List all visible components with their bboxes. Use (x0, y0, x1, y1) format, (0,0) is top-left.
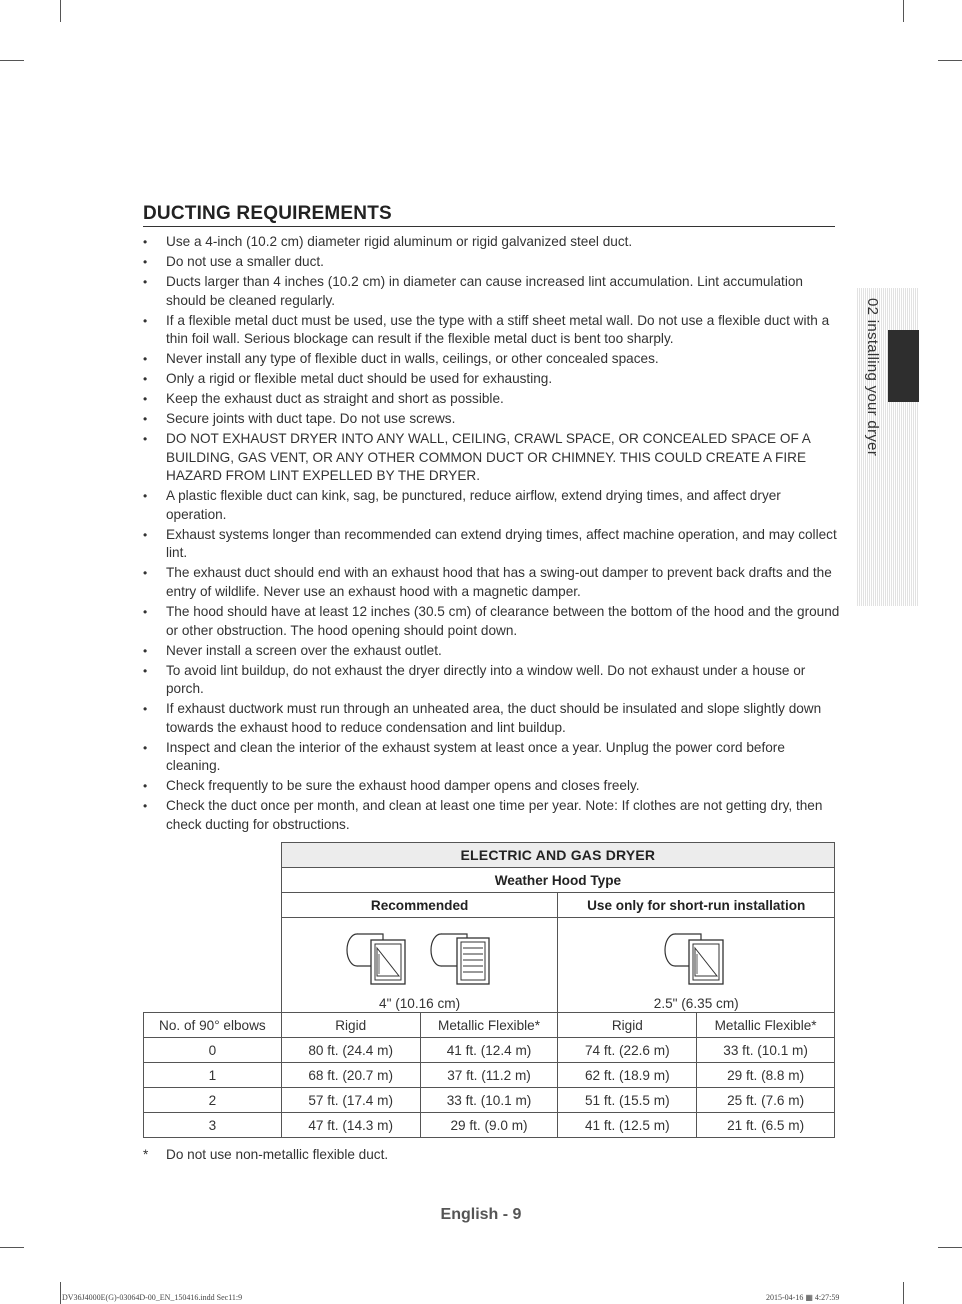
crop-mark (938, 60, 962, 61)
elbows-count: 0 (144, 1038, 282, 1063)
page-number: English - 9 (440, 1206, 522, 1223)
list-item: • Never install any type of flexible duct in walls, ceilings, or other concealed spaces. (143, 350, 843, 369)
list-item: • Inspect and clean the interior of the exhaust system at least once a year. Unplug the power cord before cleaning. (143, 739, 843, 776)
elbows-count: 1 (144, 1063, 282, 1088)
chapter-tab-marker (888, 330, 919, 402)
column-header-flexible: Metallic Flexible* (697, 1013, 835, 1038)
table-cell: 51 ft. (15.5 m) (558, 1088, 697, 1113)
hood-type-header: Weather Hood Type (281, 868, 834, 893)
table-cell: 21 ft. (6.5 m) (697, 1113, 835, 1138)
short-run-size: 2.5" (6.35 cm) (653, 996, 739, 1011)
list-item: • Exhaust systems longer than recommended can extend drying times, affect machine operation, and may collect lint. (143, 526, 843, 563)
footnote-marker: * (143, 1147, 149, 1162)
crop-mark (0, 60, 24, 61)
column-header-rigid: Rigid (281, 1013, 420, 1038)
table-cell: 57 ft. (17.4 m) (281, 1088, 420, 1113)
crop-mark (60, 0, 61, 22)
table-cell: 62 ft. (18.9 m) (558, 1063, 697, 1088)
elbows-count: 3 (144, 1113, 282, 1138)
title-divider (143, 226, 835, 227)
section-title: DUCTING REQUIREMENTS (143, 203, 392, 224)
list-item: • DO NOT EXHAUST DRYER INTO ANY WALL, CEILING, CRAWL SPACE, OR CONCEALED SPACE OF A BUILDING, GAS VENT, OR ANY OTHER COMMON DUCT OR CHIMNEY. THIS COULD CREATE A FIRE HAZARD FROM LINT EXPELLED BY THE DRYER. (143, 430, 843, 486)
table-cell: 68 ft. (20.7 m) (281, 1063, 420, 1088)
table-cell: 25 ft. (7.6 m) (697, 1088, 835, 1113)
list-item: • Secure joints with duct tape. Do not use screws. (143, 410, 843, 429)
table-row (144, 1038, 835, 1063)
elbows-count: 2 (144, 1088, 282, 1113)
table-row (144, 1113, 835, 1138)
duct-length-table (143, 842, 835, 1138)
list-item: • Keep the exhaust duct as straight and short as possible. (143, 390, 843, 409)
short-run-hood-icon (661, 928, 731, 992)
short-run-hood-cell (558, 918, 835, 1013)
short-run-header: Use only for short-run installation (558, 893, 835, 918)
table-cell: 47 ft. (14.3 m) (281, 1113, 420, 1138)
list-item: • If a flexible metal duct must be used, use the type with a stiff sheet metal wall. Do not use a flexible duct with a thin foil wall. Serious blockage can result if the flexible metal duct is bent too sharply. (143, 312, 843, 349)
crop-mark (60, 1282, 61, 1304)
crop-mark (903, 0, 904, 22)
requirements-list (143, 233, 843, 836)
list-item: • Only a rigid or flexible metal duct should be used for exhausting. (143, 370, 843, 389)
crop-mark (903, 1282, 904, 1304)
crop-mark (938, 1247, 962, 1248)
list-item: • Never install a screen over the exhaust outlet. (143, 642, 843, 661)
table-banner: ELECTRIC AND GAS DRYER (281, 843, 834, 868)
list-item: • If exhaust ductwork must run through an unheated area, the duct should be insulated and slope slightly down towards the exhaust hood to reduce condensation and lint buildup. (143, 700, 843, 737)
table-cell: 29 ft. (8.8 m) (697, 1063, 835, 1088)
column-header-flexible: Metallic Flexible* (420, 1013, 558, 1038)
list-item: • Use a 4-inch (10.2 cm) diameter rigid aluminum or rigid galvanized steel duct. (143, 233, 843, 252)
table-cell: 41 ft. (12.5 m) (558, 1113, 697, 1138)
louvered-hood-icon (343, 928, 413, 992)
table-cell: 33 ft. (10.1 m) (697, 1038, 835, 1063)
list-item: • The exhaust duct should end with an exhaust hood that has a swing-out damper to prevent back drafts and the entry of wildlife. Never use an exhaust hood with a magnetic damper. (143, 564, 843, 601)
recommended-hoods-cell (281, 918, 558, 1013)
crop-mark (0, 1247, 24, 1248)
list-item: • To avoid lint buildup, do not exhaust the dryer directly into a window well. Do not exhaust under a house or porch. (143, 662, 843, 699)
footnote (143, 1147, 388, 1162)
list-item: • Do not use a smaller duct. (143, 253, 843, 272)
print-file-info: DV36J4000E(G)-03064D-00_EN_150416.indd Sec11:9 (62, 1293, 243, 1302)
elbows-header: No. of 90° elbows (144, 1013, 282, 1038)
flap-hood-icon (427, 928, 497, 992)
chapter-tab-label: 02 installing your dryer (864, 298, 881, 457)
print-date-info: 2015-04-16 ▦ 4:27:59 (766, 1293, 840, 1302)
table-cell: 33 ft. (10.1 m) (420, 1088, 558, 1113)
table-row (144, 1063, 835, 1088)
recommended-size: 4" (10.16 cm) (379, 996, 461, 1011)
table-cell: 41 ft. (12.4 m) (420, 1038, 558, 1063)
list-item: • A plastic flexible duct can kink, sag, be punctured, reduce airflow, extend drying times, and affect dryer operation. (143, 487, 843, 524)
list-item: • Check the duct once per month, and clean at least one time per year. Note: If clothes are not getting dry, then check ducting for obstructions. (143, 797, 843, 834)
table-cell: 74 ft. (22.6 m) (558, 1038, 697, 1063)
list-item: • Check frequently to be sure the exhaust hood damper opens and closes freely. (143, 777, 843, 796)
table-row (144, 1088, 835, 1113)
table-cell: 37 ft. (11.2 m) (420, 1063, 558, 1088)
recommended-header: Recommended (281, 893, 558, 918)
list-item: • Ducts larger than 4 inches (10.2 cm) in diameter can cause increased lint accumulation. Lint accumulation should be cleaned regularly. (143, 273, 843, 310)
table-cell: 29 ft. (9.0 m) (420, 1113, 558, 1138)
list-item: • The hood should have at least 12 inches (30.5 cm) of clearance between the bottom of the hood and the ground or other obstruction. The hood opening should point down. (143, 603, 843, 640)
table-cell: 80 ft. (24.4 m) (281, 1038, 420, 1063)
column-header-rigid: Rigid (558, 1013, 697, 1038)
footnote-text: Do not use non-metallic flexible duct. (166, 1147, 389, 1162)
